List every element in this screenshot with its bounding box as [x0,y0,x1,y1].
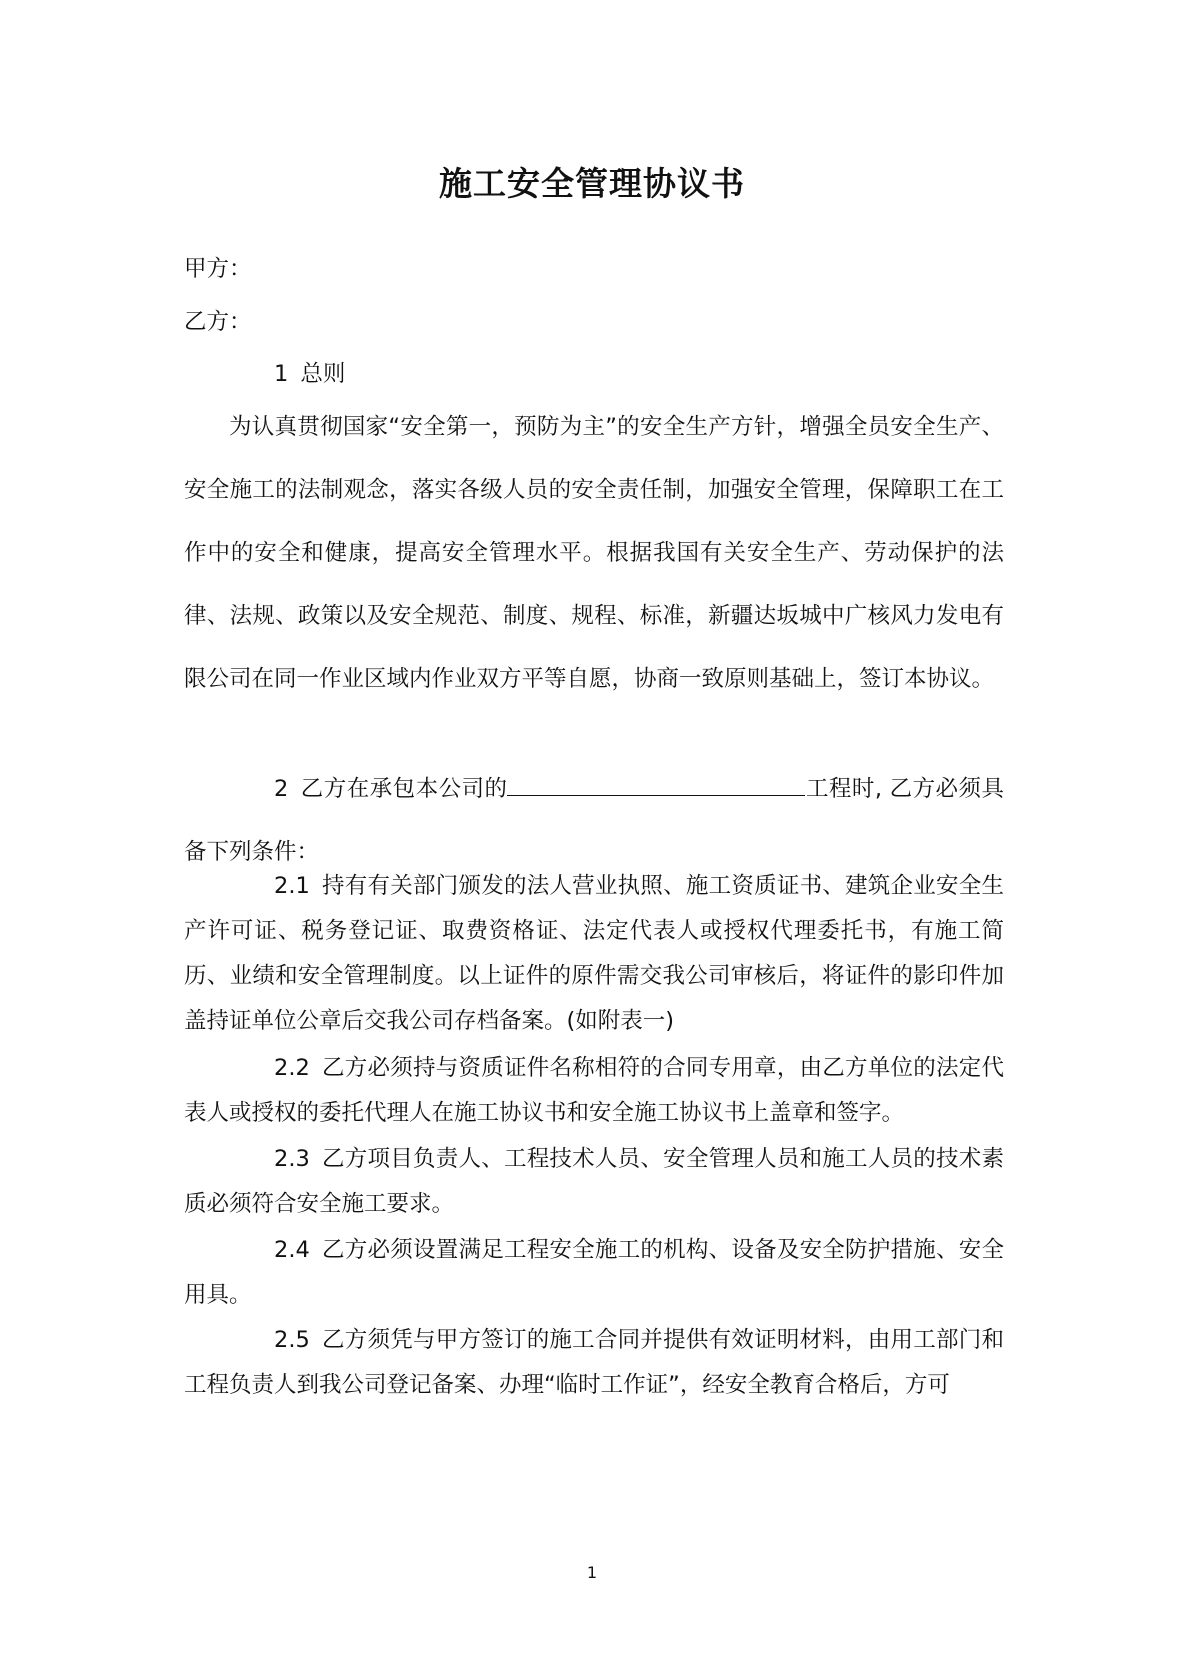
party-a-label: 甲方： [184,256,252,282]
item-2-1-number: 2.1 [274,873,310,899]
section-2-number: 2 [274,776,289,802]
item-2-4-number: 2.4 [274,1237,310,1263]
item-2-4 [184,1228,1004,1318]
section-1-heading-text: 总则 [300,361,346,387]
item-2-1 [184,864,1004,1044]
page-number: 1 [586,1563,598,1582]
item-2-1-text: 持有有关部门颁发的法人营业执照、施工资质证书、建筑企业安全生产许可证、税务登记证、取费资格证、法定代表人或授权代理委托书，有施工简历、业绩和安全管理制度。以上证件的原件需交我公司审核后，将证件的影印件加盖持证单位公章后交我公司存档备案。(如附表一) [184,873,1004,1034]
item-2-2-number: 2.2 [274,1055,310,1081]
item-2-3-number: 2.3 [274,1146,310,1172]
item-2-3 [184,1137,1004,1227]
document-title: 施工安全管理协议书 [439,164,745,203]
item-2-3-text: 乙方项目负责人、工程技术人员、安全管理人员和施工人员的技术素质必须符合安全施工要求。 [184,1146,1004,1217]
item-2-2 [184,1046,1004,1136]
item-2-2-text: 乙方必须持与资质证件名称相符的合同专用章，由乙方单位的法定代表人或授权的委托代理人在施工协议书和安全施工协议书上盖章和签字。 [184,1055,1004,1126]
project-name-blank [507,773,805,796]
item-2-4-text: 乙方必须设置满足工程安全施工的机构、设备及安全防护措施、安全用具。 [184,1237,1004,1308]
item-2-5-number: 2.5 [274,1327,310,1353]
party-b-label: 乙方： [184,309,252,335]
item-2-5-text: 乙方须凭与甲方签订的施工合同并提供有效证明材料，由用工部门和工程负责人到我公司登记备案、办理“临时工作证”，经安全教育合格后，方可 [184,1327,1004,1398]
section-2-text-after: 工程时, 乙方必须具备下列条件： [184,776,1004,865]
item-2-5 [184,1318,1004,1408]
section-2-text-before: 乙方在承包本公司的 [300,776,508,802]
section-1-number: 1 [274,361,289,387]
section-1-body: 为认真贯彻国家“安全第一，预防为主”的安全生产方针，增强全员安全生产、安全施工的法制观念，落实各级人员的安全责任制，加强安全管理，保障职工在工作中的安全和健康，提高安全管理水平。根据我国有关安全生产、劳动保护的法律、法规、政策以及安全规范、制度、规程、标准，新疆达坂城中广核风力发电有限公司在同一作业区域内作业双方平等自愿，协商一致原则基础上，签订本协议。 [184,414,1004,692]
